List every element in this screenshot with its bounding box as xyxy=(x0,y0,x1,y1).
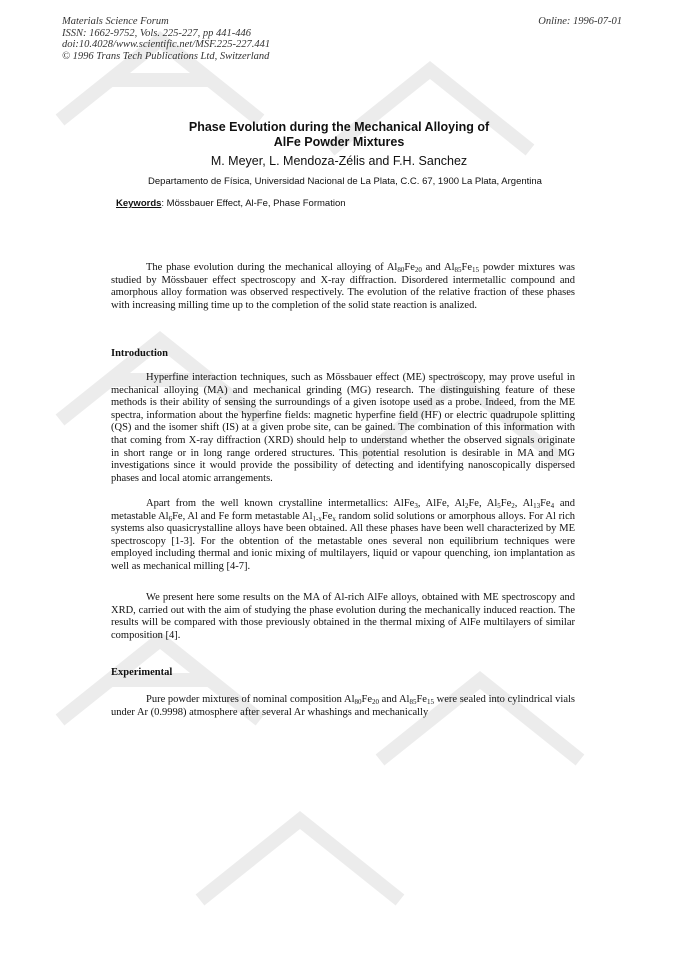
keywords-line xyxy=(116,198,346,209)
intro-paragraph-2 xyxy=(111,498,575,574)
subscript: 80 xyxy=(354,698,362,706)
affiliation: Departamento de Física, Universidad Nacional de La Plata, C.C. 67, 1900 La Plata, Argentina xyxy=(148,176,542,187)
paragraph-text: and Al xyxy=(379,694,410,705)
subscript: 15 xyxy=(472,266,480,274)
paragraph-text: and metastable Al xyxy=(111,498,576,522)
subscript: 13 xyxy=(533,502,541,510)
copyright-line: © 1996 Trans Tech Publications Ltd, Switzerland xyxy=(62,50,270,62)
section-heading-experimental: Experimental xyxy=(111,667,173,678)
subscript: 5 xyxy=(497,502,501,510)
paragraph-text: Fe xyxy=(500,498,512,509)
paragraph-text: , Al xyxy=(514,498,534,509)
keywords-text: Mössbauer Effect, Al-Fe, Phase Formation xyxy=(164,198,346,209)
authors: M. Meyer, L. Mendoza-Zélis and F.H. Sanchez xyxy=(210,154,468,168)
abstract-text: and Al xyxy=(421,262,455,273)
abstract-text: Fe xyxy=(461,262,473,273)
paragraph-text: , AlFe, Al xyxy=(417,498,465,509)
subscript: 2 xyxy=(511,502,515,510)
paragraph-text: Fe, Al xyxy=(468,498,498,509)
subscript: 80 xyxy=(397,266,405,274)
intro-paragraph-1: Hyperfine interaction techniques, such as Mössbauer effect (ME) spectroscopy, may prove useful in mechanical alloying (MA) and mechanical grinding (MG) research. The distinguishing feature of these methods is their ability of sensing the surroundings of a given isotope used as a probe. Indeed, from the ME spectra, information about the hyperfine fields: magnetic hyperfine field (HF) or electric quadrupole splitting (QS) and the isomer shift (IS) at a given probe site, can be gained. The combination of this information with that coming from X-ray diffraction (XRD) should help to understand whether the observed signals originate in short range or in long range ordered structures. This potential resolution is desirable in MA and MG investigations since it would provide the possibility of detecting and identifying nanoscopically dispersed phases and local atomic arrangements. xyxy=(111,372,575,484)
subscript: 85 xyxy=(409,698,417,706)
journal-header xyxy=(62,16,270,62)
abstract-text: powder mixtures was studied by Mössbauer effect spectroscopy and X-ray diffraction. Disordered intermetallic compound and amorphous alloy formation was observed respectively. The evolution of the relative fraction of these phases with increasing milling time up to the completion of the solid state reaction is analized. xyxy=(111,262,575,311)
abstract-text: Fe xyxy=(404,262,415,273)
title-line-2: AlFe Powder Mixtures xyxy=(273,135,405,149)
subscript: 85 xyxy=(454,266,462,274)
online-date: Online: 1996-07-01 xyxy=(538,16,622,27)
experimental-paragraph-1 xyxy=(111,694,575,719)
subscript: 1-x xyxy=(312,514,322,523)
abstract-text: The phase evolution during the mechanical alloying of Al xyxy=(146,262,398,273)
subscript: 15 xyxy=(426,698,434,706)
paragraph-text: Fe xyxy=(321,510,333,522)
subscript: 3 xyxy=(414,502,418,510)
subscript: 6 xyxy=(168,514,173,523)
paragraph-text: Fe xyxy=(416,694,427,705)
paragraph-text: Fe xyxy=(540,498,551,509)
paper-title xyxy=(100,120,578,150)
issn-line: ISSN: 1662-9752, Vols. 225-227, pp 441-446 xyxy=(62,27,251,39)
paragraph-text: Fe xyxy=(361,694,373,705)
subscript: 4 xyxy=(550,502,555,510)
paragraph-text: Pure powder mixtures of nominal composition Al xyxy=(146,694,355,705)
subscript: 20 xyxy=(372,698,380,706)
doi-line[interactable]: doi:10.4028/www.scientific.net/MSF.225-227.441 xyxy=(62,39,271,50)
intro-paragraph-3: We present here some results on the MA of Al-rich AlFe alloys, obtained with ME spectroscopy and XRD, carried out with the aim of studying the phase evolution during the mechanically induced reaction. The results will be compared with those previously obtained in the thermal mixing of AlFe multilayers of similar composition [4]. xyxy=(111,592,575,641)
keywords-separator: : xyxy=(161,198,165,209)
paragraph-text: were sealed into cylindrical vials under Ar (0.9998) atmosphere after several Ar whashings and mechanically xyxy=(111,694,576,718)
keywords-label: Keywords xyxy=(116,198,162,209)
journal-name: Materials Science Forum xyxy=(62,16,169,27)
subscript: 20 xyxy=(414,266,422,274)
paragraph-text: random solid solutions or amorphous alloys. For Al rich systems also quasicrystalline alloys have been obtained. All these phases have been well characterized by ME spectroscopy [1-3]. For the obtention of the metastable ones several non equilibrium techniques were employed including thermal and ionic mixing of multilayers, liquid or vapour quenching, ion implantation as well as mechanical milling [4-7]. xyxy=(111,510,575,572)
paragraph-text: Apart from the well known crystalline intermetallics: AlFe xyxy=(146,498,415,509)
section-heading-introduction: Introduction xyxy=(111,348,168,359)
paragraph-text: Fe, Al and Fe form metastable Al xyxy=(172,510,313,522)
abstract xyxy=(111,262,575,312)
title-line-1: Phase Evolution during the Mechanical Alloying of xyxy=(188,120,490,134)
subscript: x xyxy=(332,514,336,523)
subscript: 2 xyxy=(464,502,469,510)
